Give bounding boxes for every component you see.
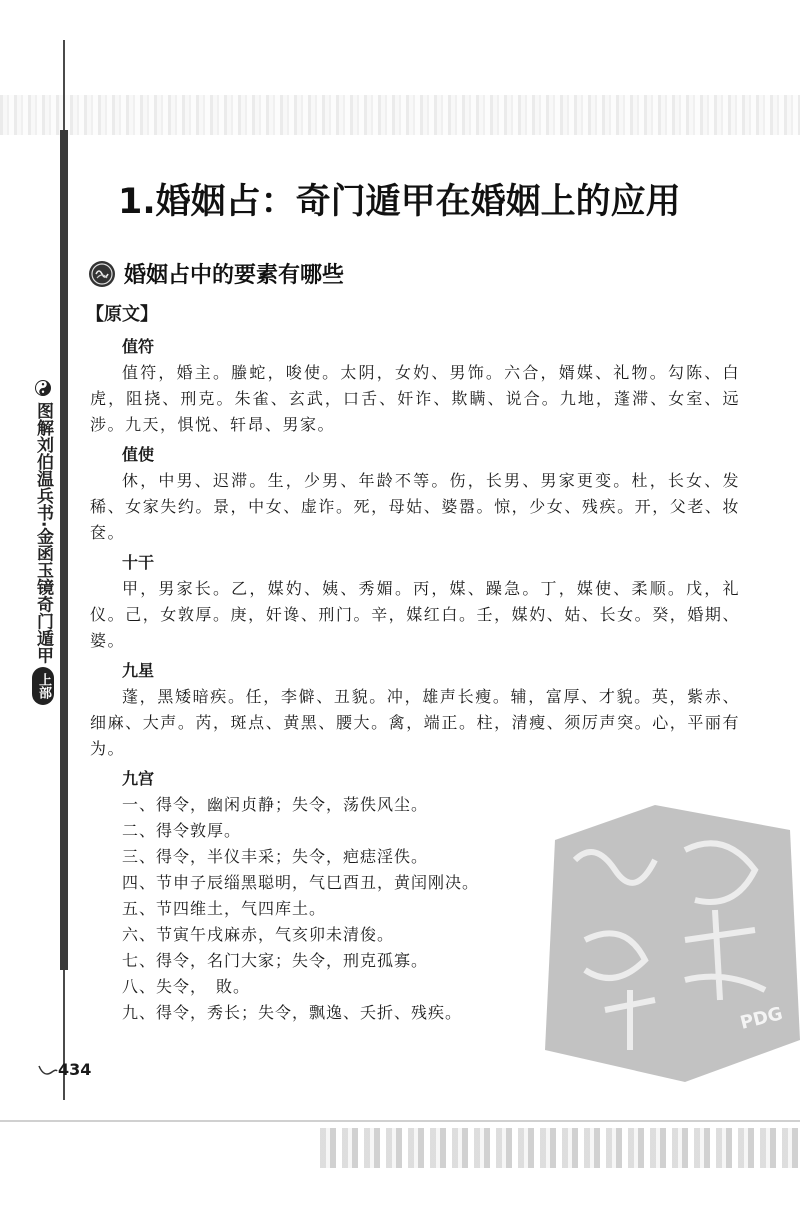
palace-line: 七、得令，名门大家；失令，刑克孤寡。 xyxy=(122,951,429,970)
block-heading: 九星 xyxy=(122,661,155,680)
sidebar-book-title xyxy=(28,380,58,705)
ornament-badge-icon xyxy=(88,260,116,288)
block-text: 蓬，黑矮暗疾。任，李僻、丑貌。冲，雄声长瘦。辅，富厚、才貌。英，紫赤、细麻、大声。芮，斑点、黄黑、腰大。禽，端正。柱，清瘦、须厉声突。心，平丽有为。 xyxy=(90,687,740,758)
palace-line: 八、失令， 敗。 xyxy=(122,977,251,996)
yin-yang-icon xyxy=(35,380,51,396)
scan-noise-bottom xyxy=(320,1128,800,1168)
page-number-text: 434 xyxy=(58,1060,92,1079)
block-text: 休，中男、迟滞。生，少男、年龄不等。伤，长男、男家更变。杜，长女、发稀、女家失约。景，中女、虚诈。死，母姑、婆嚣。惊，少女、残疾。开，父老、妆奁。 xyxy=(90,471,740,542)
original-text-label: 【原文】 xyxy=(86,304,158,325)
block-text: 值符，婚主。螣蛇，唆使。太阴，女妁、男饰。六合，婿媒、礼物。勾陈、白虎，阻挠、刑克。朱雀、玄武，口舌、奸诈、欺瞒、说合。九地，蓬滞、女室、远涉。九天，惧悦、轩昂、男家。 xyxy=(90,363,740,434)
section-heading xyxy=(88,258,344,289)
side-bar xyxy=(60,130,68,970)
block-heading: 十干 xyxy=(122,553,155,572)
block-heading: 值使 xyxy=(122,445,155,464)
block-text: 甲，男家长。乙，媒妁、姨、秀媚。丙，媒、躁急。丁，媒使、柔顺。戊，礼仪。己，女敦厚。庚，奸谗、刑门。辛，媒红白。壬，媒妁、姑、长女。癸，婚期、婆。 xyxy=(90,579,740,650)
page-edge xyxy=(0,1120,800,1122)
palace-line: 四、节申子辰缁黑聪明，气巳酉丑，黄闰刚决。 xyxy=(122,873,480,892)
section-title: 婚姻占中的要素有哪些 xyxy=(124,263,345,288)
palace-line: 三、得令，半仪丰采；失令，疤痣淫佚。 xyxy=(122,847,429,866)
palace-line: 二、得令敦厚。 xyxy=(122,821,242,840)
watermark-seal xyxy=(535,800,800,1085)
sidebar-title-text: 图解刘伯温兵书·金函玉镜奇门遁甲 xyxy=(33,402,53,664)
palace-line: 六、节寅午戌麻赤，气亥卯未清俊。 xyxy=(122,925,395,944)
chapter-title: 1.婚姻占：奇门遁甲在婚姻上的应用 xyxy=(118,182,681,222)
watermark-text: PDG xyxy=(738,1003,785,1034)
palace-line: 一、得令，幽闲贞静；失令，荡佚风尘。 xyxy=(122,795,429,814)
page-number xyxy=(38,1060,91,1079)
scan-noise-top xyxy=(0,95,800,135)
page-ornament-icon xyxy=(38,1062,58,1078)
palaces-heading: 九宫 xyxy=(122,769,155,788)
palace-line: 五、节四维土，气四库土。 xyxy=(122,899,327,918)
block-heading: 值符 xyxy=(122,337,155,356)
part-badge: 上部 xyxy=(32,667,54,705)
palace-line: 九、得令，秀长；失令，飘逸、夭折、残疾。 xyxy=(122,1003,463,1022)
